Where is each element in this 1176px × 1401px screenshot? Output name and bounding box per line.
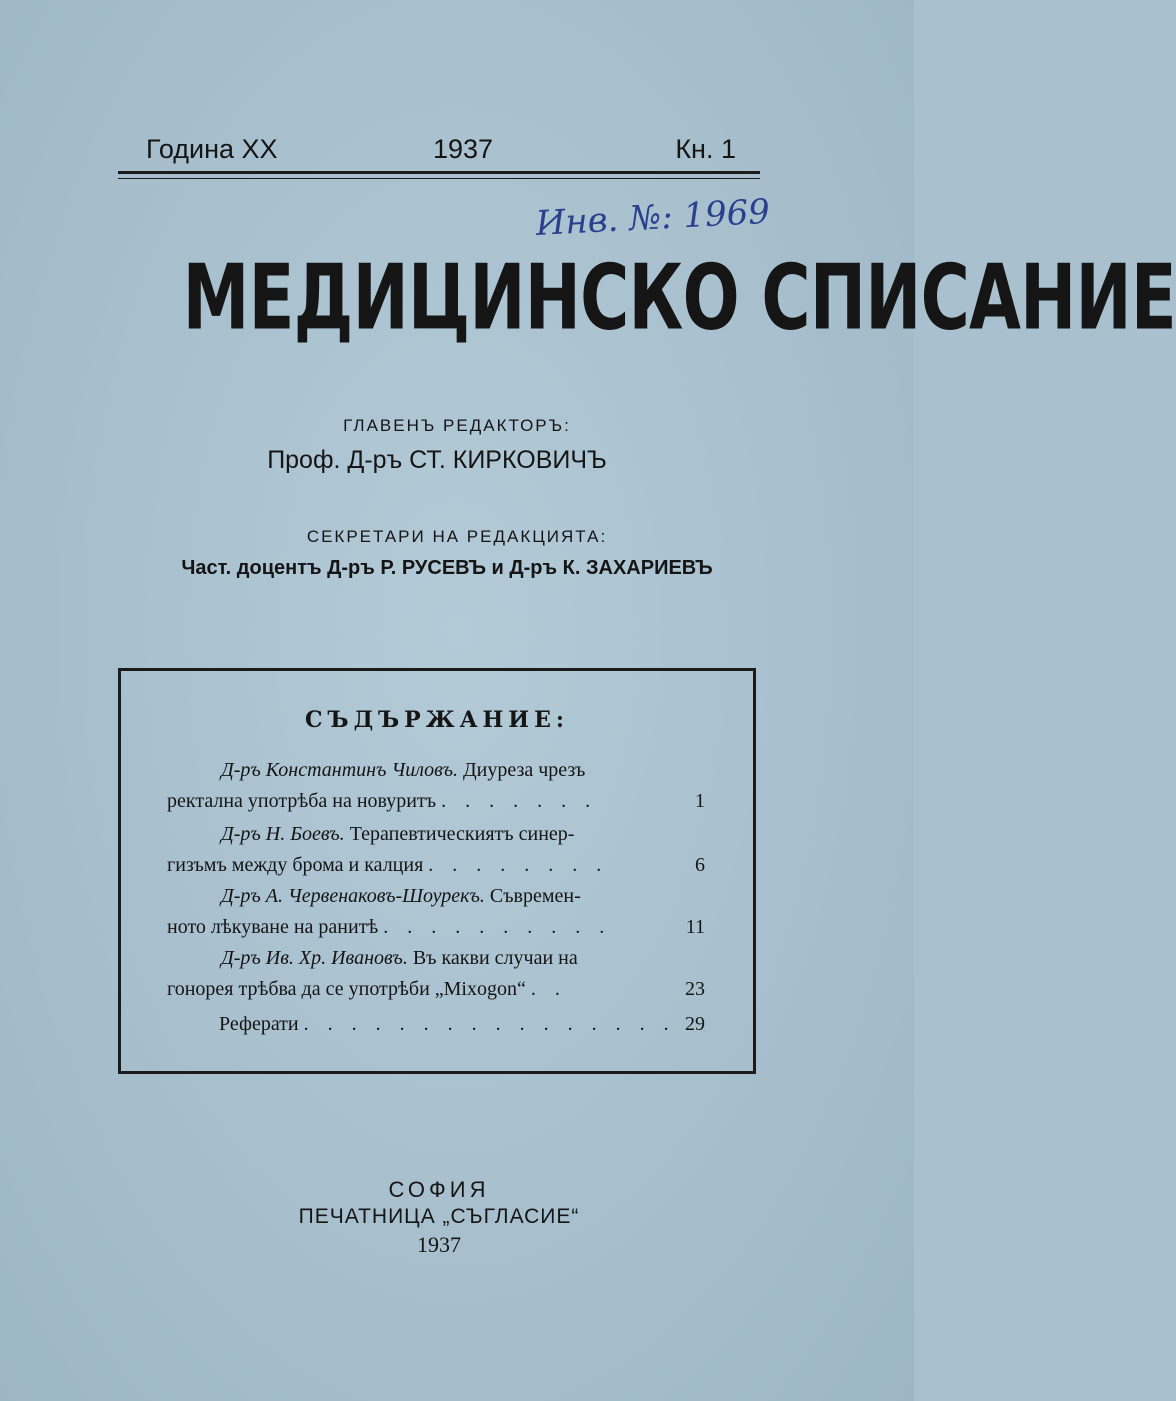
toc-entry[interactable] [167, 819, 705, 881]
handwritten-inventory-note: Инв. №: 1969 [534, 191, 771, 245]
toc-entry[interactable] [167, 755, 705, 817]
toc-leader-dots: . . [530, 978, 567, 1000]
issue-number: Кн. 1 [675, 134, 736, 164]
toc-author: Д-ръ А. Червенаковъ-Шоурекъ. [221, 885, 485, 907]
toc-leader-dots: . . . . . . . [441, 790, 598, 812]
header-rule-thin [118, 178, 760, 179]
publication-city: СОФИЯ [388, 1177, 490, 1202]
toc-page-number: 29 [685, 1013, 705, 1035]
toc-title-line2: гонорея трѣбва да се употрѣби „Mixogon“ [167, 978, 526, 1000]
toc-title-line1: Въ какви случаи на [412, 947, 578, 969]
printing-house: ПЕЧАТНИЦА „СЪГЛАСИЕ“ [298, 1205, 580, 1228]
toc-leader-dots: . . . . . . . . [428, 854, 609, 876]
toc-page-number: 11 [685, 916, 705, 938]
toc-title-line1: Съвремен- [489, 885, 581, 907]
volume-label: Година XX [146, 134, 278, 164]
editor-name: Проф. Д-ръ СТ. КИРКОВИЧЪ [267, 446, 607, 474]
toc-page-number: 23 [685, 978, 705, 1000]
toc-entry[interactable] [167, 943, 705, 1005]
toc-title-line2: ректална употрѣба на новуритъ [167, 790, 437, 812]
journal-title: МЕДИЦИНСКО СПИСАНИЕ [182, 245, 1176, 351]
toc-leader-dots: . . . . . . . . . . . . . . . . [303, 1013, 676, 1035]
editor-label: ГЛАВЕНЪ РЕДАКТОРЪ: [343, 416, 571, 435]
publication-year: 1937 [417, 1232, 461, 1257]
contents-title: СЪДЪРЖАНИЕ: [305, 707, 569, 733]
toc-leader-dots: . . . . . . . . . . [383, 916, 612, 938]
toc-title-line2: ното лѣкуване на ранитѣ [167, 916, 379, 938]
toc-title-line1: Терапевтическиятъ синер- [349, 823, 575, 845]
toc-title-line2: Реферати [219, 1013, 299, 1035]
header-rule-thick [118, 171, 760, 174]
toc-entry[interactable] [167, 881, 705, 943]
secretaries-label: СЕКРЕТАРИ НА РЕДАКЦИЯТА: [306, 527, 608, 546]
toc-author: Д-ръ Н. Боевъ. [221, 823, 345, 845]
toc-page-number: 6 [695, 854, 705, 876]
toc-title-line1: Диуреза чрезъ [462, 759, 586, 781]
toc-author: Д-ръ Ив. Хр. Ивановъ. [221, 947, 408, 969]
header-row [120, 134, 760, 170]
table-of-contents [118, 668, 756, 1074]
toc-page-number: 1 [695, 790, 705, 812]
secretaries-names: Част. доцентъ Д-ръ Р. РУСЕВЪ и Д-ръ К. ЗАХАРИЕВЪ [181, 557, 713, 579]
toc-entry-abstracts[interactable] [219, 1009, 705, 1040]
issue-year: 1937 [433, 134, 494, 164]
toc-title-line2: гизъмъ между брома и калция [167, 854, 424, 876]
toc-author: Д-ръ Константинъ Чиловъ. [221, 759, 458, 781]
